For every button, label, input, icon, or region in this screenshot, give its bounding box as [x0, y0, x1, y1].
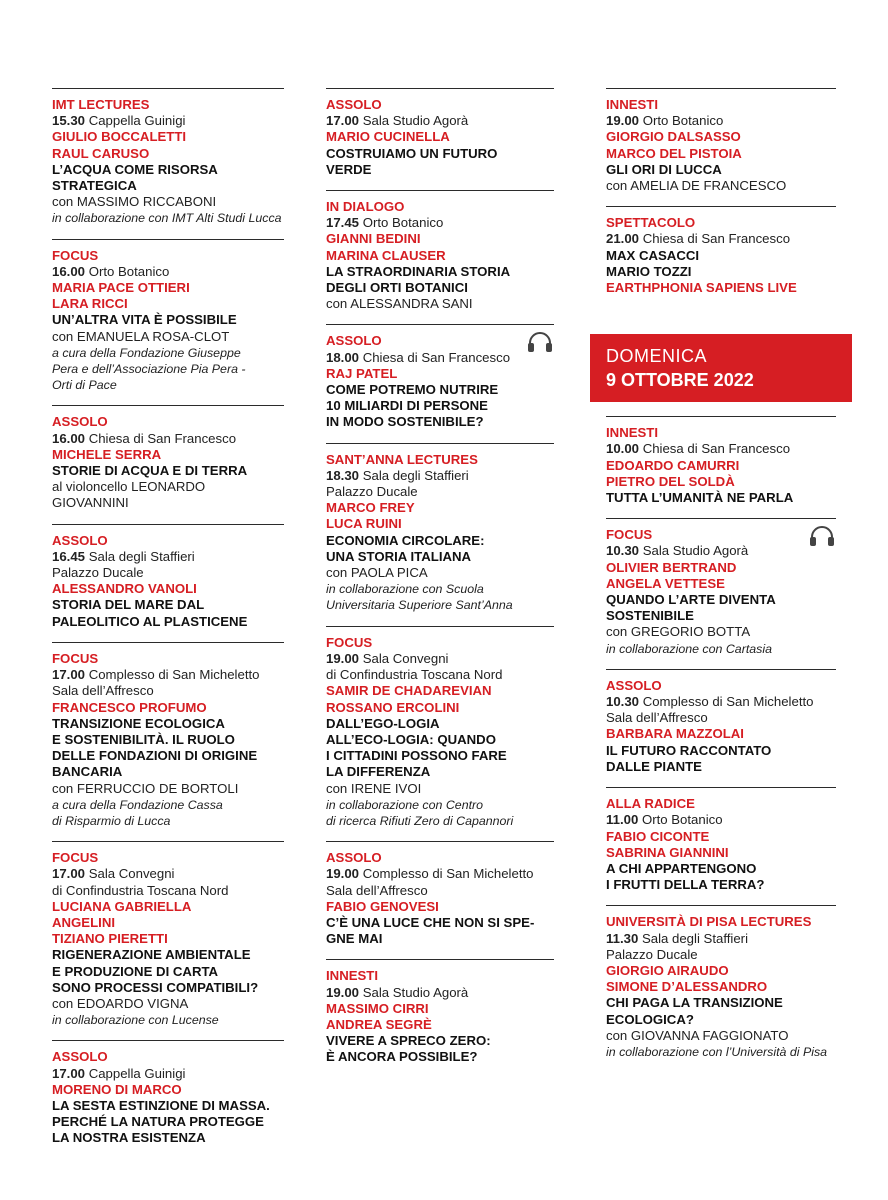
- event-time-place: [52, 1066, 284, 1082]
- event-place: Sala Studio Agorà: [362, 984, 469, 1000]
- event-category: FOCUS: [326, 634, 373, 650]
- event-speaker: MORENO DI MARCO: [52, 1081, 182, 1097]
- event-title: VIVERE A SPRECO ZERO:: [326, 1033, 491, 1049]
- event-entry: [606, 88, 836, 194]
- event-note: di Risparmio di Lucca: [52, 813, 171, 828]
- event-category: INNESTI: [326, 968, 379, 984]
- event-title: DALLE PIANTE: [606, 758, 702, 774]
- event-time-place: [606, 441, 836, 457]
- event-category: UNIVERSITÀ DI PISA LECTURES: [606, 914, 812, 930]
- event-speaker: ALESSANDRO VANOLI: [52, 581, 197, 597]
- event-guest: con FERRUCCIO DE BORTOLI: [52, 780, 239, 796]
- event-note: Orti di Pace: [52, 378, 117, 393]
- saturday-events: [606, 88, 836, 296]
- event-time-place: [606, 543, 836, 559]
- event-time: 17.45: [326, 215, 360, 231]
- event-entry: [606, 905, 836, 1060]
- event-time-place: [326, 866, 554, 882]
- event-title: DELLE FONDAZIONI DI ORIGINE: [52, 748, 258, 764]
- day-date: 9 OTTOBRE 2022: [606, 370, 754, 391]
- event-time-place: [52, 866, 284, 882]
- event-speaker: MARCO DEL PISTOIA: [606, 145, 742, 161]
- event-time-place: [326, 215, 554, 231]
- event-category: ASSOLO: [52, 414, 108, 430]
- event-category: SANT’ANNA LECTURES: [326, 451, 478, 467]
- event-title: DALL’EGO-LOGIA: [326, 715, 440, 731]
- event-speaker: ANGELA VETTESE: [606, 575, 725, 591]
- event-title: COME POTREMO NUTRIRE: [326, 382, 499, 398]
- event-speaker: MARINA CLAUSER: [326, 247, 446, 263]
- event-title: STORIE DI ACQUA E DI TERRA: [52, 463, 248, 479]
- event-speaker: SIMONE D’ALESSANDRO: [606, 979, 768, 995]
- event-time: 11.30: [606, 930, 639, 946]
- event-entry: [52, 88, 284, 227]
- event-entry: [326, 88, 554, 178]
- day-header: [590, 334, 852, 402]
- event-place: Orto Botanico: [362, 215, 444, 231]
- event-entry: [52, 405, 284, 511]
- event-place: Palazzo Ducale: [52, 565, 144, 581]
- event-title: LA SESTA ESTINZIONE DI MASSA.: [52, 1097, 270, 1113]
- headphones-icon: [526, 331, 554, 353]
- event-note: in collaborazione con Centro: [326, 797, 484, 812]
- event-speaker: SAMIR DE CHADAREVIAN: [326, 683, 492, 699]
- event-title: TRANSIZIONE ECOLOGICA: [52, 715, 225, 731]
- event-entry: [606, 669, 836, 775]
- event-time: 17.00: [52, 866, 86, 882]
- event-time-place: [326, 883, 554, 899]
- event-title: E PRODUZIONE DI CARTA: [52, 963, 219, 979]
- event-place: Orto Botanico: [642, 113, 724, 129]
- event-title: QUANDO L’ARTE DIVENTA: [606, 592, 776, 608]
- event-time: 19.00: [326, 650, 360, 666]
- event-time-place: [326, 484, 554, 500]
- event-title: IN MODO SOSTENIBILE?: [326, 414, 484, 430]
- event-entry: [606, 206, 836, 296]
- event-time: 10.00: [606, 441, 640, 457]
- event-time-place: [52, 667, 284, 683]
- event-entry: [326, 841, 554, 947]
- event-speaker: PIETRO DEL SOLDÀ: [606, 473, 735, 489]
- event-place: Sala Studio Agorà: [362, 113, 469, 129]
- event-title: ECONOMIA CIRCOLARE:: [326, 532, 485, 548]
- event-entry: [52, 1040, 284, 1146]
- event-entry: [52, 841, 284, 1028]
- event-place: Sala degli Staffieri: [88, 548, 195, 564]
- event-place: Sala Convegni: [88, 866, 175, 882]
- event-time-place: [326, 667, 554, 683]
- event-place: di Confindustria Toscana Nord: [52, 882, 229, 898]
- event-note: in collaborazione con Scuola: [326, 582, 484, 597]
- event-title: I CITTADINI POSSONO FARE: [326, 748, 507, 764]
- event-category: ASSOLO: [326, 97, 382, 112]
- event-place: Sala degli Staffieri: [641, 930, 749, 946]
- event-title: RIGENERAZIONE AMBIENTALE: [52, 947, 251, 963]
- event-speaker: FABIO CICONTE: [606, 828, 710, 844]
- event-time-place: [606, 231, 836, 247]
- event-category: INNESTI: [606, 425, 659, 441]
- schedule-column-2: [326, 88, 554, 1078]
- event-entry: [52, 524, 284, 630]
- event-speaker: RAUL CARUSO: [52, 145, 150, 161]
- event-guest: con AMELIA DE FRANCESCO: [606, 178, 787, 194]
- event-guest: con MASSIMO RICCABONI: [52, 194, 217, 210]
- event-title: I FRUTTI DELLA TERRA?: [606, 877, 765, 893]
- schedule-column-3: [606, 88, 836, 1072]
- event-speaker: MARIA PACE OTTIERI: [52, 280, 190, 296]
- event-time-place: [52, 431, 284, 447]
- event-title: È ANCORA POSSIBILE?: [326, 1049, 478, 1065]
- event-time: 15.30: [52, 113, 86, 129]
- event-speaker: LARA RICCI: [52, 296, 128, 312]
- event-note: di ricerca Rifiuti Zero di Capannori: [326, 813, 514, 828]
- event-time-place: [606, 113, 836, 129]
- event-place: Chiesa di San Francesco: [642, 231, 791, 247]
- event-place: Cappella Guinigi: [88, 1065, 186, 1081]
- event-time: 18.00: [326, 349, 360, 365]
- event-guest: con IRENE IVOI: [326, 780, 422, 796]
- event-title: TUTTA L’UMANITÀ NE PARLA: [606, 490, 794, 506]
- event-time-place: [52, 883, 284, 899]
- event-note: Pera e dell’Associazione Pia Pera -: [52, 362, 246, 377]
- event-title: IL FUTURO RACCONTATO: [606, 742, 772, 758]
- event-title: STORIA DEL MARE DAL: [52, 597, 205, 613]
- event-title: E SOSTENIBILITÀ. IL RUOLO: [52, 731, 235, 747]
- event-speaker: TIZIANO PIERETTI: [52, 931, 168, 947]
- event-time: 19.00: [606, 113, 640, 129]
- event-speaker: GIORGIO DALSASSO: [606, 129, 741, 145]
- event-title: A CHI APPARTENGONO: [606, 860, 757, 876]
- event-title: ALL’ECO-LOGIA: QUANDO: [326, 731, 496, 747]
- event-category: ASSOLO: [326, 850, 382, 866]
- event-note: in collaborazione con l’Università di Pisa: [606, 1044, 828, 1059]
- event-category: FOCUS: [52, 850, 99, 866]
- event-time-place: [52, 565, 284, 581]
- event-time-place: [326, 985, 554, 1001]
- headphones-icon: [808, 525, 836, 547]
- event-guest: con PAOLA PICA: [326, 565, 428, 581]
- event-guest: con EDOARDO VIGNA: [52, 995, 189, 1011]
- event-note: Universitaria Superiore Sant’Anna: [326, 598, 513, 613]
- event-speaker: LUCA RUINI: [326, 516, 402, 532]
- event-time: 10.30: [606, 694, 640, 710]
- event-category: INNESTI: [606, 97, 659, 112]
- event-place: Complesso di San Micheletto: [88, 667, 260, 683]
- event-category: FOCUS: [52, 650, 99, 666]
- event-entry: [326, 190, 554, 312]
- event-entry: [52, 642, 284, 829]
- event-guest: GIOVANNINI: [52, 495, 129, 511]
- event-speaker: ANDREA SEGRÈ: [326, 1016, 432, 1032]
- event-title: MAX CASACCI: [606, 247, 700, 263]
- event-note: a cura della Fondazione Giuseppe: [52, 345, 241, 360]
- event-time: 18.30: [326, 467, 360, 483]
- event-speaker: MASSIMO CIRRI: [326, 1000, 429, 1016]
- event-title: C’È UNA LUCE CHE NON SI SPE-: [326, 914, 535, 930]
- event-speaker: MARCO FREY: [326, 500, 415, 516]
- event-place: Chiesa di San Francesco: [88, 430, 237, 446]
- event-time-place: [606, 710, 836, 726]
- event-time-place: [52, 264, 284, 280]
- event-place: Palazzo Ducale: [326, 484, 418, 500]
- event-entry: [52, 239, 284, 394]
- event-time: 10.30: [606, 543, 640, 559]
- event-category: SPETTACOLO: [606, 215, 696, 231]
- event-title: LA STRAORDINARIA STORIA: [326, 263, 511, 279]
- event-speaker: GIORGIO AIRAUDO: [606, 962, 729, 978]
- event-speaker: MARIO CUCINELLA: [326, 129, 450, 145]
- event-speaker: EARTHPHONIA SAPIENS LIVE: [606, 280, 797, 296]
- event-place: Sala Studio Agorà: [642, 543, 749, 559]
- event-place: Chiesa di San Francesco: [642, 441, 791, 457]
- event-place: Cappella Guinigi: [88, 113, 186, 129]
- event-time-place: [52, 683, 284, 699]
- event-category: FOCUS: [52, 247, 99, 263]
- event-category: IN DIALOGO: [326, 199, 405, 215]
- event-guest: con GREGORIO BOTTA: [606, 624, 751, 640]
- event-time-place: [52, 113, 284, 129]
- event-title: SOSTENIBILE: [606, 608, 694, 624]
- event-title: LA NOSTRA ESISTENZA: [52, 1130, 206, 1146]
- event-place: Orto Botanico: [641, 812, 723, 828]
- event-title: 10 MILIARDI DI PERSONE: [326, 398, 488, 414]
- event-note: in collaborazione con Cartasia: [606, 641, 772, 656]
- event-entry: [606, 518, 836, 657]
- sunday-events: [606, 416, 836, 1060]
- day-name: DOMENICA: [606, 346, 708, 367]
- event-entry: [326, 959, 554, 1065]
- event-place: di Confindustria Toscana Nord: [326, 667, 503, 683]
- event-time-place: [606, 812, 836, 828]
- event-speaker: OLIVIER BERTRAND: [606, 559, 737, 575]
- event-category: ALLA RADICE: [606, 796, 695, 812]
- event-speaker: MICHELE SERRA: [52, 446, 162, 462]
- event-category: FOCUS: [606, 527, 653, 543]
- event-time: 17.00: [52, 1065, 86, 1081]
- event-time: 16.00: [52, 430, 86, 446]
- event-time: 19.00: [326, 866, 360, 882]
- event-time-place: [326, 468, 554, 484]
- event-speaker: ROSSANO ERCOLINI: [326, 699, 460, 715]
- event-title: BANCARIA: [52, 764, 123, 780]
- event-time-place: [326, 350, 554, 366]
- event-place: Sala dell’Affresco: [606, 710, 708, 726]
- schedule-column-1: [52, 88, 284, 1159]
- event-title: GLI ORI DI LUCCA: [606, 161, 722, 177]
- event-title: SONO PROCESSI COMPATIBILI?: [52, 979, 259, 995]
- event-category: ASSOLO: [52, 1049, 108, 1065]
- event-place: Orto Botanico: [88, 263, 170, 279]
- event-title: CHI PAGA LA TRANSIZIONE: [606, 995, 783, 1011]
- event-time-place: [326, 651, 554, 667]
- event-speaker: EDOARDO CAMURRI: [606, 457, 740, 473]
- event-time: 17.00: [326, 113, 360, 129]
- event-time: 17.00: [52, 667, 86, 683]
- event-entry: [326, 324, 554, 430]
- event-time-place: [606, 947, 836, 963]
- event-time: 19.00: [326, 984, 360, 1000]
- event-time-place: [606, 694, 836, 710]
- event-speaker: FABIO GENOVESI: [326, 898, 439, 914]
- event-category: ASSOLO: [606, 677, 662, 693]
- event-guest: al violoncello LEONARDO: [52, 479, 206, 495]
- event-title: ECOLOGICA?: [606, 1011, 694, 1027]
- event-title: MARIO TOZZI: [606, 263, 692, 279]
- event-time: 21.00: [606, 231, 640, 247]
- event-title: L’ACQUA COME RISORSA: [52, 161, 218, 177]
- event-note: in collaborazione con IMT Alti Studi Lucca: [52, 211, 282, 226]
- event-entry: [326, 443, 554, 614]
- event-time-place: [52, 549, 284, 565]
- event-time: 11.00: [606, 812, 639, 828]
- event-place: Sala Convegni: [362, 650, 449, 666]
- event-entry: [606, 416, 836, 506]
- event-title: STRATEGICA: [52, 178, 137, 194]
- event-title: LA DIFFERENZA: [326, 764, 431, 780]
- event-speaker: LUCIANA GABRIELLA: [52, 898, 192, 914]
- event-speaker: RAJ PATEL: [326, 365, 398, 381]
- event-speaker: ANGELINI: [52, 914, 116, 930]
- event-time-place: [606, 931, 836, 947]
- event-place: Chiesa di San Francesco: [362, 349, 511, 365]
- event-title: PALEOLITICO AL PLASTICENE: [52, 613, 248, 629]
- event-title: PERCHÉ LA NATURA PROTEGGE: [52, 1114, 264, 1130]
- event-title: DEGLI ORTI BOTANICI: [326, 280, 468, 296]
- event-entry: [326, 626, 554, 829]
- event-place: Sala dell’Affresco: [326, 882, 428, 898]
- event-time: 16.00: [52, 263, 86, 279]
- event-category: ASSOLO: [52, 532, 108, 548]
- event-guest: con GIOVANNA FAGGIONATO: [606, 1027, 789, 1043]
- event-title: VERDE: [326, 161, 372, 177]
- event-title: UN’ALTRA VITA È POSSIBILE: [52, 312, 237, 328]
- event-place: Sala dell’Affresco: [52, 683, 154, 699]
- event-title: GNE MAI: [326, 931, 383, 947]
- event-speaker: BARBARA MAZZOLAI: [606, 726, 744, 742]
- event-speaker: GIANNI BEDINI: [326, 231, 421, 247]
- event-place: Palazzo Ducale: [606, 946, 698, 962]
- event-guest: con ALESSANDRA SANI: [326, 296, 473, 312]
- event-note: in collaborazione con Lucense: [52, 1013, 219, 1028]
- event-note: a cura della Fondazione Cassa: [52, 797, 223, 812]
- event-time-place: [326, 113, 554, 129]
- event-place: Sala degli Staffieri: [362, 467, 469, 483]
- event-speaker: FRANCESCO PROFUMO: [52, 699, 207, 715]
- event-time: 16.45: [52, 548, 86, 564]
- event-title: UNA STORIA ITALIANA: [326, 548, 472, 564]
- event-entry: [606, 787, 836, 893]
- event-category: IMT LECTURES: [52, 97, 150, 112]
- event-guest: con EMANUELA ROSA-CLOT: [52, 328, 230, 344]
- event-place: Complesso di San Micheletto: [362, 866, 534, 882]
- event-category: ASSOLO: [326, 333, 382, 349]
- event-speaker: GIULIO BOCCALETTI: [52, 129, 187, 145]
- event-title: COSTRUIAMO UN FUTURO: [326, 145, 498, 161]
- event-speaker: SABRINA GIANNINI: [606, 844, 729, 860]
- event-place: Complesso di San Micheletto: [642, 694, 814, 710]
